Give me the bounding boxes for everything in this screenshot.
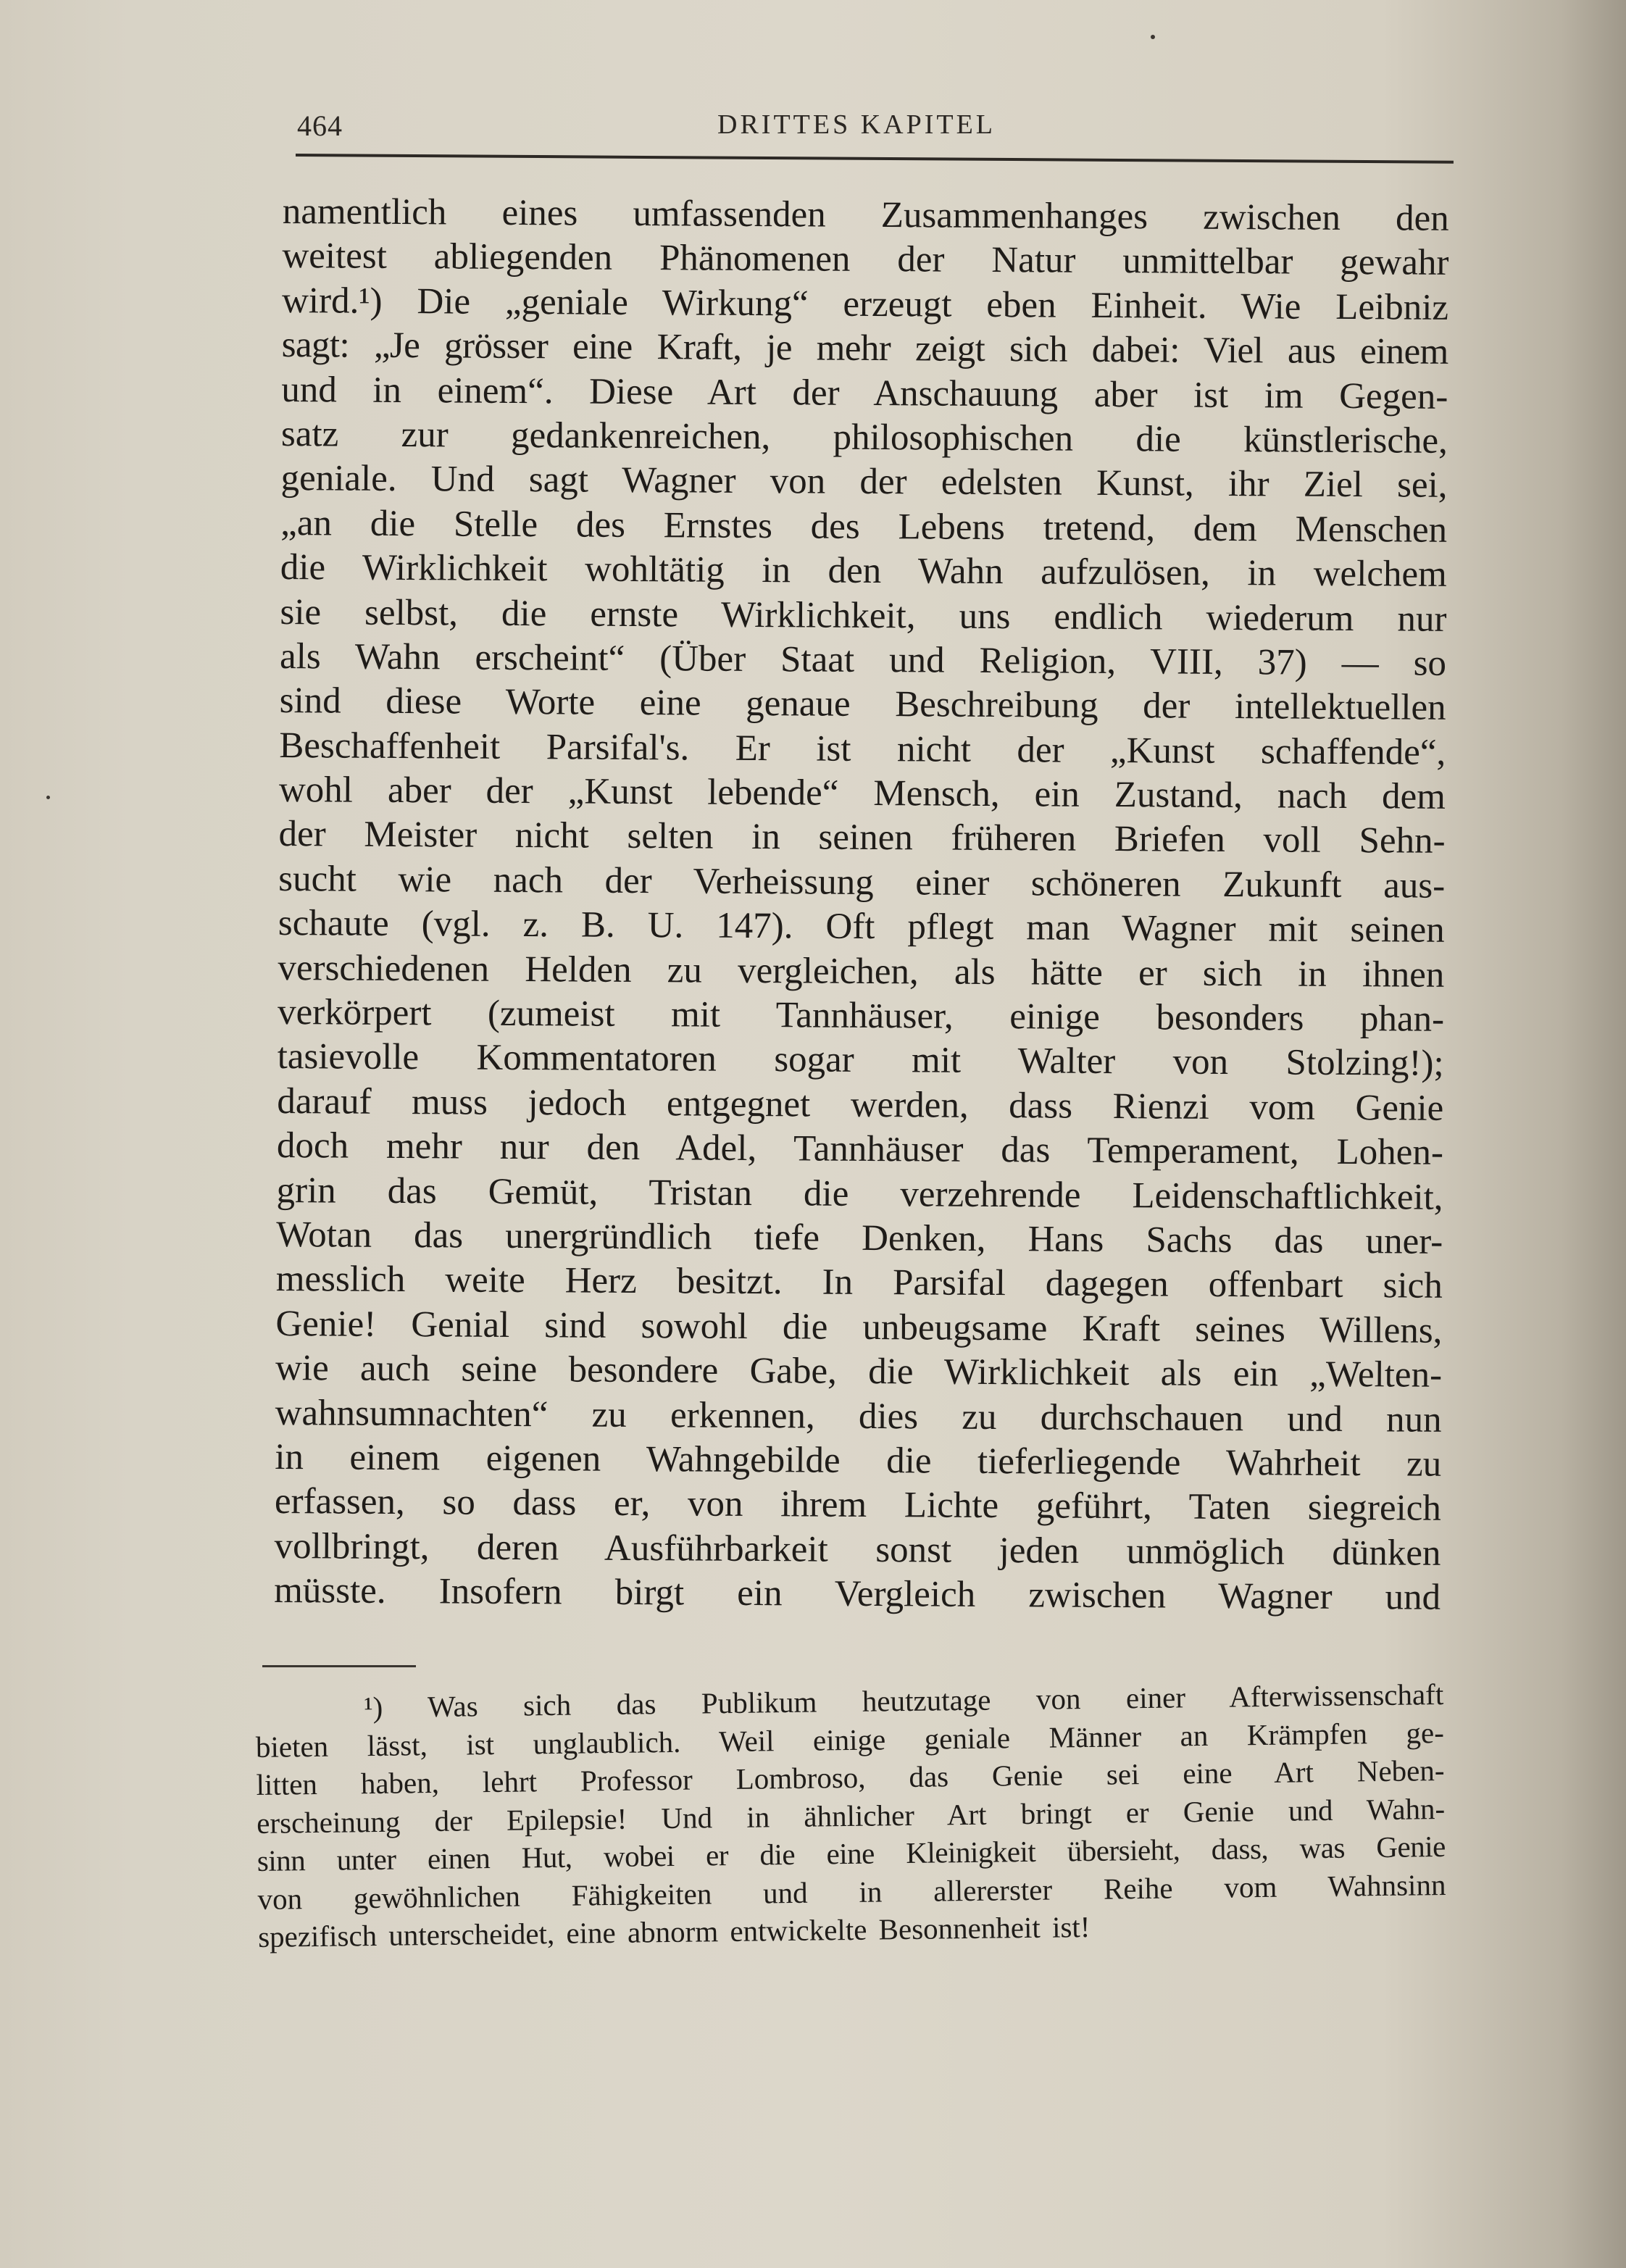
text-line: tasievolle Kommentatoren sogar mit Walter von Stolzing!); xyxy=(277,1036,1444,1085)
paper-speck xyxy=(1151,35,1155,39)
text-line: darauf muss jedoch entgegnet werden, dass Rienzi vom Genie xyxy=(277,1080,1444,1129)
text-line: satz zur gedankenreichen, philosophischen die künstlerische, xyxy=(280,413,1448,462)
text-line: verkörpert (zumeist mit Tannhäuser, einige besonders phan- xyxy=(277,992,1445,1040)
text-line: Genie! Genial sind sowohl die unbeugsame Kraft seines Willens, xyxy=(275,1303,1443,1351)
footnote-line: bieten lässt, ist unglaublich. Weil einige geniale Männer an Krämpfen ge- xyxy=(255,1715,1445,1764)
text-line: Beschaffenheit Parsifal's. Er ist nicht der „Kunst schaffende“, xyxy=(279,725,1446,773)
text-line: grin das Gemüt, Tristan die verzehrende Leidenschaftlichkeit, xyxy=(276,1170,1443,1218)
text-line: müsste. Insofern birgt ein Vergleich zwischen Wagner und xyxy=(274,1570,1441,1618)
page-number: 464 xyxy=(297,109,343,142)
text-line: geniale. Und sagt Wagner von der edelsten Kunst, ihr Ziel sei, xyxy=(280,458,1448,506)
footnote-line: erscheinung der Epilepsie! Und in ähnlicher Art bringt er Genie und Wahn- xyxy=(256,1791,1446,1840)
text-line: messlich weite Herz besitzt. In Parsifal dagegen offenbart sich xyxy=(275,1259,1443,1307)
text-line: Wotan das unergründlich tiefe Denken, Hans Sachs das uner- xyxy=(276,1214,1443,1262)
text-line: doch mehr nur den Adel, Tannhäuser das Temperament, Lohen- xyxy=(276,1125,1444,1174)
text-line: „an die Stelle des Ernstes des Lebens tretend, dem Menschen xyxy=(280,502,1448,551)
footnote-line: ¹) Was sich das Publikum heutzutage von einer Afterwissenschaft xyxy=(364,1677,1444,1725)
main-text-block xyxy=(274,190,1449,1620)
text-line: namentlich eines umfassenden Zusammenhanges zwischen den xyxy=(282,191,1449,239)
footnote-rule xyxy=(262,1665,416,1667)
header-rule xyxy=(296,154,1454,164)
page-header xyxy=(297,109,1454,152)
text-line: schaute (vgl. z. B. U. 147). Oft pflegt man Wagner mit seinen xyxy=(278,903,1445,951)
text-line: sind diese Worte eine genaue Beschreibung der intellektuellen xyxy=(279,680,1446,729)
footnote-line: sinn unter einen Hut, wobei er die eine Kleinigkeit übersieht, dass, was Genie xyxy=(257,1829,1446,1877)
text-line: und in einem“. Diese Art der Anschauung aber ist im Gegen- xyxy=(281,369,1448,417)
paper-speck xyxy=(46,796,50,799)
footnote-line: von gewöhnlichen Fähigkeiten und in allererster Reihe vom Wahnsinn xyxy=(257,1867,1446,1916)
text-line: die Wirklichkeit wohltätig in den Wahn aufzulösen, in welchem xyxy=(280,547,1447,595)
text-line: sagt: „Je grösser eine Kraft, je mehr zeigt sich dabei: Viel aus einem xyxy=(281,325,1448,373)
text-line: in einem eigenen Wahngebilde die tieferliegende Wahrheit zu xyxy=(275,1436,1442,1485)
footnote-line: spezifisch unterscheidet, eine abnorm entwickelte Besonnenheit ist! xyxy=(257,1909,1091,1954)
text-line: vollbringt, deren Ausführbarkeit sonst jeden unmöglich dünken xyxy=(274,1525,1441,1574)
text-line: erfassen, so dass er, von ihrem Lichte geführt, Taten siegreich xyxy=(274,1481,1442,1530)
text-line: verschiedenen Helden zu vergleichen, als hätte er sich in ihnen xyxy=(278,947,1445,996)
text-line: wird.¹) Die „geniale Wirkung“ erzeugt eben Einheit. Wie Leibniz xyxy=(281,280,1449,328)
text-line: wie auch seine besondere Gabe, die Wirklichkeit als ein „Welten- xyxy=(275,1348,1443,1396)
text-line: der Meister nicht selten in seinen früheren Briefen voll Sehn- xyxy=(278,814,1446,862)
text-line: wohl aber der „Kunst lebende“ Mensch, ein Zustand, nach dem xyxy=(278,770,1446,817)
text-line: sucht wie nach der Verheissung einer schöneren Zukunft aus- xyxy=(278,858,1446,906)
text-line: weitest abliegenden Phänomenen der Natur unmittelbar gewahr xyxy=(282,235,1449,284)
footnote-block xyxy=(255,1675,1446,1956)
text-line: sie selbst, die ernste Wirklichkeit, uns endlich wiederum nur xyxy=(280,591,1447,640)
footnote-line: litten haben, lehrt Professor Lombroso, das Genie sei eine Art Neben- xyxy=(256,1753,1445,1801)
text-line: wahnsumnachten“ zu erkennen, dies zu durchschauen und nun xyxy=(275,1392,1442,1441)
text-line: als Wahn erscheint“ (Über Staat und Religion, VIII, 37) — so xyxy=(279,635,1447,684)
running-head: DRITTES KAPITEL xyxy=(717,109,996,140)
